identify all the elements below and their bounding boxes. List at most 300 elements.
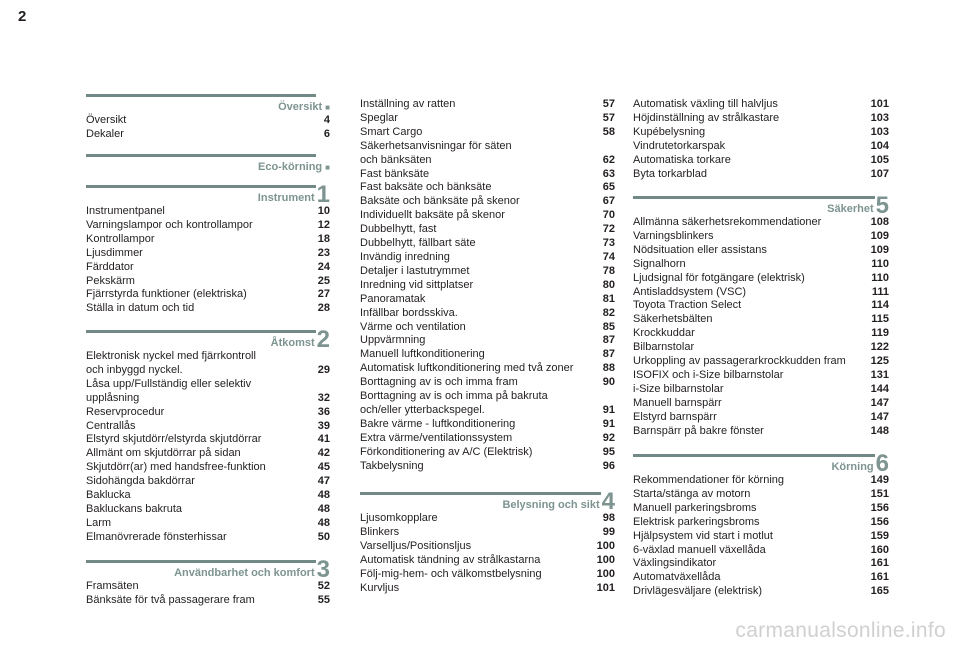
toc-entry-label: Automatiska torkare	[633, 153, 731, 166]
toc-entry-label: ISOFIX och i-Size bilbarnstolar	[633, 368, 784, 381]
toc-entry[interactable]	[86, 461, 330, 475]
toc-entry[interactable]	[86, 531, 330, 545]
toc-entry-page: 58	[602, 125, 615, 138]
toc-entry-label: Kontrollampor	[86, 232, 155, 245]
toc-entry[interactable]	[633, 397, 889, 411]
toc-entry-label: Instrumentpanel	[86, 205, 165, 217]
toc-entry[interactable]	[360, 390, 615, 418]
toc-entry-label: Rekommendationer för körning	[633, 474, 785, 486]
toc-entry-page: 28	[317, 302, 330, 315]
toc-entry-label: Centrallås	[86, 419, 136, 432]
section-anvandbarhet-continued	[360, 98, 615, 473]
toc-entry-label: Reservprocedur	[86, 405, 165, 418]
toc-entry-label: Urkoppling av passagerarkrockkudden fram	[633, 355, 846, 368]
toc-entry[interactable]	[360, 279, 615, 293]
toc-entry-label: Inställning av ratten	[360, 98, 456, 110]
toc-entry-label: Växlingsindikator	[633, 557, 717, 570]
toc-entry-page: 39	[317, 419, 330, 432]
section-title: Användbarhet och komfort	[174, 567, 315, 579]
toc-entry[interactable]	[360, 432, 615, 446]
toc-entry-page: 24	[317, 260, 330, 273]
toc-entry[interactable]	[86, 580, 330, 594]
toc-entry[interactable]	[633, 369, 889, 383]
section-header	[86, 181, 330, 208]
toc-entry[interactable]	[360, 237, 615, 251]
toc-entry-page: 45	[317, 461, 330, 474]
toc-entry-page: 105	[870, 153, 889, 166]
toc-entry-label: Inredning vid sittplatser	[360, 278, 474, 291]
toc-entry[interactable]	[360, 112, 615, 126]
toc-entry-label: Manuell luftkonditionering	[360, 348, 485, 361]
section-title: Översikt	[278, 101, 323, 113]
toc-entry-label: Hjälpsystem vid start i motlut	[633, 529, 773, 542]
toc-entry[interactable]	[633, 341, 889, 355]
toc-entry-page: 57	[602, 111, 615, 124]
toc-entry-label: Detaljer i lastutrymmet	[360, 264, 470, 277]
toc-entry[interactable]	[360, 168, 615, 182]
toc-entry-page: 48	[317, 516, 330, 529]
toc-entry[interactable]	[360, 209, 615, 223]
toc-entry-page: 103	[870, 125, 889, 138]
toc-entry[interactable]	[86, 128, 330, 142]
toc-entry[interactable]	[360, 376, 615, 390]
toc-entry[interactable]	[360, 181, 615, 195]
toc-entry[interactable]	[86, 247, 330, 261]
toc-entry-page: 159	[870, 529, 889, 542]
toc-entry[interactable]	[633, 258, 889, 272]
toc-entry[interactable]	[360, 418, 615, 432]
toc-entry-label: Antisladdsystem (VSC)	[633, 285, 747, 298]
toc-entry[interactable]	[360, 582, 615, 596]
section-sakerhet	[633, 192, 889, 439]
toc-entry-page: 36	[317, 405, 330, 418]
toc-entry-label: Fjärrstyrda funktioner (elektriska)	[86, 288, 247, 301]
section-atkomst	[86, 326, 330, 545]
toc-entry-label: Säkerhetsbälten	[633, 313, 713, 326]
toc-entry-label: Manuell barnspärr	[633, 396, 722, 409]
section-title: Åtkomst	[270, 337, 315, 349]
toc-entry[interactable]	[360, 460, 615, 474]
toc-entry-label: Krockkuddar	[633, 327, 695, 340]
toc-entry-label: Automatisk växling till halvljus	[633, 98, 778, 110]
toc-entry-label: Kupébelysning	[633, 125, 706, 138]
toc-entry-label: Följ-mig-hem- och välkomstbelysning	[360, 567, 542, 580]
toc-entry-label: Skjutdörr(ar) med handsfree-funktion	[86, 461, 266, 474]
toc-entry[interactable]	[86, 302, 330, 316]
toc-entry[interactable]	[86, 594, 330, 608]
section-rule	[86, 560, 316, 563]
toc-entry-label: Elektronisk nyckel med fjärrkontroll och inbyggd nyckel.	[86, 350, 256, 376]
toc-entry-label: Fast baksäte och bänksäte	[360, 181, 492, 194]
toc-entry-label: Vindrutetorkarspak	[633, 139, 726, 152]
toc-entry[interactable]	[360, 446, 615, 460]
toc-entry-label: Invändig inredning	[360, 250, 450, 263]
toc-entry-page: 91	[602, 403, 615, 416]
toc-entry-label: Elmanövrerade fönsterhissar	[86, 530, 227, 543]
toc-entry[interactable]	[633, 299, 889, 313]
toc-entry-page: 165	[870, 585, 889, 598]
toc-entry-page: 161	[870, 571, 889, 584]
toc-entry-page: 101	[870, 98, 889, 110]
toc-entry-page: 98	[602, 512, 615, 524]
toc-entry-page: 144	[870, 382, 889, 395]
toc-entry-page: 110	[871, 257, 889, 270]
toc-entry[interactable]	[86, 288, 330, 302]
toc-entry-page: 131	[870, 368, 889, 381]
toc-entry-label: Varningslampor och kontrollampor	[86, 218, 253, 231]
section-belysning	[360, 488, 615, 595]
toc-entry-label: Ljusomkopplare	[360, 512, 438, 524]
toc-entry-label: Översikt	[86, 114, 127, 126]
toc-entry-label: Bilbarnstolar	[633, 341, 695, 354]
toc-entry-page: 99	[602, 525, 615, 538]
chapter-number: 1	[316, 181, 330, 208]
toc-entry-label: Borttagning av is och imma fram	[360, 376, 518, 389]
toc-entry[interactable]	[86, 406, 330, 420]
toc-entry-page: 12	[317, 218, 330, 231]
toc-entry-page: 95	[602, 445, 615, 458]
section-header	[86, 556, 330, 583]
section-oversikt	[86, 94, 330, 142]
toc-entry-label: Panoramatak	[360, 292, 426, 305]
toc-entry-page: 23	[317, 246, 330, 259]
toc-entry[interactable]	[360, 140, 615, 168]
toc-entry-page: 48	[317, 489, 330, 502]
toc-entry[interactable]	[360, 293, 615, 307]
toc-entry-page: 85	[602, 320, 615, 333]
toc-entry-label: Fast bänksäte	[360, 167, 430, 180]
toc-entry-page: 90	[602, 376, 615, 389]
toc-entry[interactable]	[360, 307, 615, 321]
toc-entry-label: Baksäte och bänksäte på skenor	[360, 195, 520, 208]
toc-entry-label: Nödsituation eller assistans	[633, 243, 767, 256]
section-rule	[633, 196, 875, 199]
toc-entry-page: 148	[870, 424, 889, 437]
toc-entry-page: 72	[602, 223, 615, 236]
toc-entry-label: Blinkers	[360, 525, 400, 538]
toc-entry[interactable]	[360, 251, 615, 265]
toc-entry[interactable]	[360, 223, 615, 237]
toc-entry-label: Baklucka	[86, 489, 131, 502]
toc-entry[interactable]	[633, 411, 889, 425]
toc-entry-page: 80	[602, 278, 615, 291]
section-eco-korning	[86, 154, 330, 174]
toc-entry-page: 47	[317, 475, 330, 488]
toc-entry-page: 87	[602, 348, 615, 361]
toc-entry[interactable]	[360, 321, 615, 335]
toc-entry[interactable]	[633, 474, 889, 488]
toc-entry[interactable]	[633, 230, 889, 244]
toc-entry-label: Pekskärm	[86, 274, 135, 287]
toc-entry-page: 82	[602, 306, 615, 319]
toc-entry-label: Takbelysning	[360, 459, 424, 472]
section-header	[633, 192, 889, 219]
toc-entry-page: 115	[871, 313, 889, 326]
toc-entry-page: 92	[602, 431, 615, 444]
toc-entry-page: 160	[870, 543, 889, 556]
toc-entry[interactable]	[633, 383, 889, 397]
toc-entry-label: Automatväxellåda	[633, 571, 721, 584]
toc-entry-page: 78	[602, 264, 615, 277]
toc-entry-page: 151	[870, 487, 889, 500]
toc-entry-label: Sidohängda bakdörrar	[86, 475, 195, 488]
toc-entry[interactable]	[633, 425, 889, 439]
section-anvandbarhet	[86, 556, 330, 608]
toc-entry-page: 52	[317, 580, 330, 592]
section-rule	[86, 154, 316, 157]
toc-entry-page: 65	[602, 181, 615, 194]
section-rule	[633, 454, 875, 457]
toc-entry-label: Manuell parkeringsbroms	[633, 501, 757, 514]
toc-entry[interactable]	[86, 378, 330, 406]
section-rule	[86, 94, 316, 97]
toc-entry[interactable]	[633, 244, 889, 258]
toc-entry-label: Toyota Traction Select	[633, 299, 742, 312]
toc-entry-page: 101	[596, 581, 615, 594]
toc-entry-label: Smart Cargo	[360, 125, 423, 138]
section-header	[86, 99, 330, 114]
toc-entry-page: 87	[602, 334, 615, 347]
section-rule	[86, 330, 316, 333]
toc-entry[interactable]	[633, 557, 889, 571]
toc-entry[interactable]	[86, 517, 330, 531]
toc-entry[interactable]	[633, 530, 889, 544]
toc-entry[interactable]	[633, 98, 889, 112]
toc-entry-label: Borttagning av is och imma på bakruta och/eller ytterbackspegel.	[360, 390, 548, 416]
toc-entry-page: 4	[323, 114, 330, 126]
toc-entry[interactable]	[86, 275, 330, 289]
toc-entry-page: 111	[871, 285, 889, 298]
toc-entry-label: Kurvljus	[360, 581, 400, 594]
toc-entry-label: Höjdinställning av strålkastare	[633, 111, 780, 124]
section-title: Säkerhet	[827, 203, 874, 215]
toc-entry-page: 81	[602, 292, 615, 305]
section-title: Instrument	[257, 192, 315, 204]
toc-entry-page: 18	[317, 232, 330, 245]
toc-entry[interactable]	[86, 350, 330, 378]
toc-entry[interactable]	[633, 126, 889, 140]
toc-entry-page: 50	[317, 530, 330, 543]
toc-entry[interactable]	[633, 154, 889, 168]
section-title: Körning	[831, 461, 874, 473]
toc-entry-label: Barnspärr på bakre fönster	[633, 424, 764, 437]
toc-entry-page: 100	[596, 567, 615, 580]
toc-entry-label: Varningsblinkers	[633, 229, 714, 242]
toc-entry-page: 122	[870, 341, 889, 354]
toc-entry-label: Elstyrd skjutdörr/elstyrda skjutdörrar	[86, 433, 262, 446]
toc-entry[interactable]	[86, 261, 330, 275]
chapter-number: 2	[316, 326, 330, 353]
toc-entry-page: 55	[317, 593, 330, 606]
toc-entry-page: 41	[317, 433, 330, 446]
toc-entry-page: 125	[870, 355, 889, 368]
toc-entry-page: 109	[870, 243, 889, 256]
toc-entry-page: 161	[870, 557, 889, 570]
toc-entry-label: Varselljus/Positionsljus	[360, 539, 472, 552]
toc-entry[interactable]	[360, 98, 615, 112]
toc-entry-label: Ställa in datum och tid	[86, 302, 195, 315]
toc-entry-label: Larm	[86, 516, 112, 529]
section-rule	[86, 185, 316, 188]
toc-entry-page: 147	[870, 396, 889, 409]
toc-entry-page: 109	[870, 229, 889, 242]
section-header	[360, 488, 615, 515]
toc-entry-label: Framsäten	[86, 580, 139, 592]
toc-entry-page: 156	[870, 501, 889, 514]
toc-entry-page: 114	[871, 299, 889, 312]
toc-entry[interactable]	[86, 503, 330, 517]
toc-entry-page: 27	[317, 288, 330, 301]
toc-entry[interactable]	[633, 502, 889, 516]
toc-entry-label: Individuellt baksäte på skenor	[360, 209, 505, 222]
toc-entry[interactable]	[360, 512, 615, 526]
toc-entry-label: Säkerhetsanvisningar för säten och bänksäten	[360, 139, 512, 166]
toc-entry[interactable]	[86, 433, 330, 447]
toc-entry-label: Dekaler	[86, 127, 124, 140]
toc-entry[interactable]	[633, 168, 889, 182]
toc-entry-label: Ljudsignal för fotgängare (elektrisk)	[633, 271, 805, 284]
toc-entry[interactable]	[633, 112, 889, 126]
toc-entry[interactable]	[633, 286, 889, 300]
toc-entry[interactable]	[86, 114, 330, 128]
toc-entry-label: Automatisk tändning av strålkastarna	[360, 553, 541, 566]
toc-entry[interactable]	[360, 526, 615, 540]
toc-entry-label: Värme och ventilation	[360, 320, 466, 333]
square-bullet-icon: ■	[325, 163, 330, 172]
toc-entry[interactable]	[360, 568, 615, 582]
toc-entry-page: 67	[602, 195, 615, 208]
toc-entry[interactable]	[360, 554, 615, 568]
toc-entry-label: Ljusdimmer	[86, 246, 143, 259]
toc-entry-page: 32	[317, 391, 330, 404]
watermark: carmanualsonline.info	[735, 619, 946, 642]
toc-entry-label: Extra värme/ventilationssystem	[360, 431, 513, 444]
toc-entry-page: 156	[870, 515, 889, 528]
toc-entry[interactable]	[360, 265, 615, 279]
toc-entry[interactable]	[633, 488, 889, 502]
toc-entry-page: 103	[870, 111, 889, 124]
toc-entry-page: 70	[602, 209, 615, 222]
toc-entry-label: Drivlägesväljare (elektrisk)	[633, 585, 762, 598]
toc-entry[interactable]	[86, 489, 330, 503]
toc-entry-page: 62	[602, 153, 615, 166]
toc-entry-page: 119	[871, 327, 889, 340]
toc-entry-label: Speglar	[360, 111, 398, 124]
toc-entry-label: Bakluckans bakruta	[86, 502, 182, 515]
toc-entry[interactable]	[360, 362, 615, 376]
toc-entry-label: Uppvärmning	[360, 334, 426, 347]
toc-entry[interactable]	[633, 544, 889, 558]
toc-entry[interactable]	[86, 219, 330, 233]
toc-entry[interactable]	[633, 355, 889, 369]
toc-entry[interactable]	[633, 571, 889, 585]
toc-entry-page: 29	[317, 363, 330, 376]
toc-entry-label: i-Size bilbarnstolar	[633, 382, 724, 395]
toc-entry-page: 96	[602, 459, 615, 472]
toc-entry-label: Dubbelhytt, fällbart säte	[360, 237, 476, 250]
toc-entry-label: Bänksäte för två passagerare fram	[86, 593, 255, 606]
section-belysning-continued	[633, 98, 889, 181]
toc-entry-label: Automatisk luftkonditionering med två zoner	[360, 362, 574, 375]
toc-entry[interactable]	[633, 272, 889, 286]
toc-entry-label: Låsa upp/Fullständig eller selektiv upplåsning	[86, 377, 252, 404]
toc-entry[interactable]	[360, 126, 615, 140]
section-header	[86, 326, 330, 353]
toc-entry-label: Bakre värme - luftkonditionering	[360, 417, 516, 430]
toc-entry-label: Allmänna säkerhetsrekommendationer	[633, 216, 822, 228]
toc-entry-label: Färddator	[86, 260, 134, 273]
toc-entry-page: 42	[317, 447, 330, 460]
toc-entry-page: 104	[870, 139, 889, 152]
square-bullet-icon: ■	[325, 103, 330, 112]
toc-entry-label: Infällbar bordsskiva.	[360, 306, 458, 319]
toc-entry-label: Allmänt om skjutdörrar på sidan	[86, 447, 241, 460]
toc-entry-label: Elektrisk parkeringsbroms	[633, 515, 760, 528]
toc-entry-page: 147	[870, 410, 889, 423]
toc-entry-page: 107	[870, 167, 889, 180]
chapter-number: 6	[875, 450, 889, 477]
section-header	[633, 450, 889, 477]
toc-entry-page: 149	[870, 474, 889, 486]
toc-entry-page: 88	[602, 362, 615, 375]
chapter-number: 5	[875, 192, 889, 219]
toc-entry-page: 110	[871, 271, 889, 284]
toc-entry[interactable]	[633, 313, 889, 327]
toc-entry[interactable]	[86, 447, 330, 461]
toc-entry-label: Signalhorn	[633, 257, 686, 270]
toc-entry[interactable]	[86, 420, 330, 434]
toc-entry[interactable]	[360, 540, 615, 554]
toc-entry-page: 6	[323, 127, 330, 140]
section-title: Belysning och sikt	[502, 499, 600, 511]
toc-entry-page: 100	[596, 553, 615, 566]
toc-entry[interactable]	[633, 516, 889, 530]
toc-entry[interactable]	[360, 348, 615, 362]
toc-entry[interactable]	[86, 205, 330, 219]
toc-entry-label: Starta/stänga av motorn	[633, 487, 751, 500]
toc-entry-page: 10	[317, 205, 330, 217]
toc-entry[interactable]	[360, 334, 615, 348]
toc-entry-page: 48	[317, 502, 330, 515]
toc-entry-label: Elstyrd barnspärr	[633, 410, 717, 423]
toc-entry-page: 25	[317, 274, 330, 287]
toc-entry-page: 91	[602, 417, 615, 430]
toc-entry[interactable]	[360, 195, 615, 209]
toc-entry-page: 74	[602, 250, 615, 263]
toc-entry[interactable]	[633, 327, 889, 341]
toc-entry-page: 57	[602, 98, 615, 110]
chapter-number: 4	[601, 488, 615, 515]
toc-entry[interactable]	[633, 585, 889, 599]
section-header	[86, 159, 330, 174]
toc-entry-page: 73	[602, 237, 615, 250]
chapter-number: 3	[316, 556, 330, 583]
toc-entry-label: Dubbelhytt, fast	[360, 223, 437, 236]
toc-entry[interactable]	[86, 475, 330, 489]
toc-entry[interactable]	[633, 216, 889, 230]
toc-entry-label: Förkonditionering av A/C (Elektrisk)	[360, 445, 533, 458]
page-number: 2	[18, 8, 27, 25]
section-title: Eco-körning	[257, 161, 323, 173]
section-korning	[633, 450, 889, 599]
section-instrument	[86, 181, 330, 316]
toc-entry-page: 63	[602, 167, 615, 180]
toc-entry[interactable]	[86, 233, 330, 247]
toc-entry-page: 108	[870, 216, 889, 228]
toc-entry-page: 100	[596, 539, 615, 552]
toc-entry[interactable]	[633, 140, 889, 154]
toc-entry-label: 6-växlad manuell växellåda	[633, 543, 766, 556]
